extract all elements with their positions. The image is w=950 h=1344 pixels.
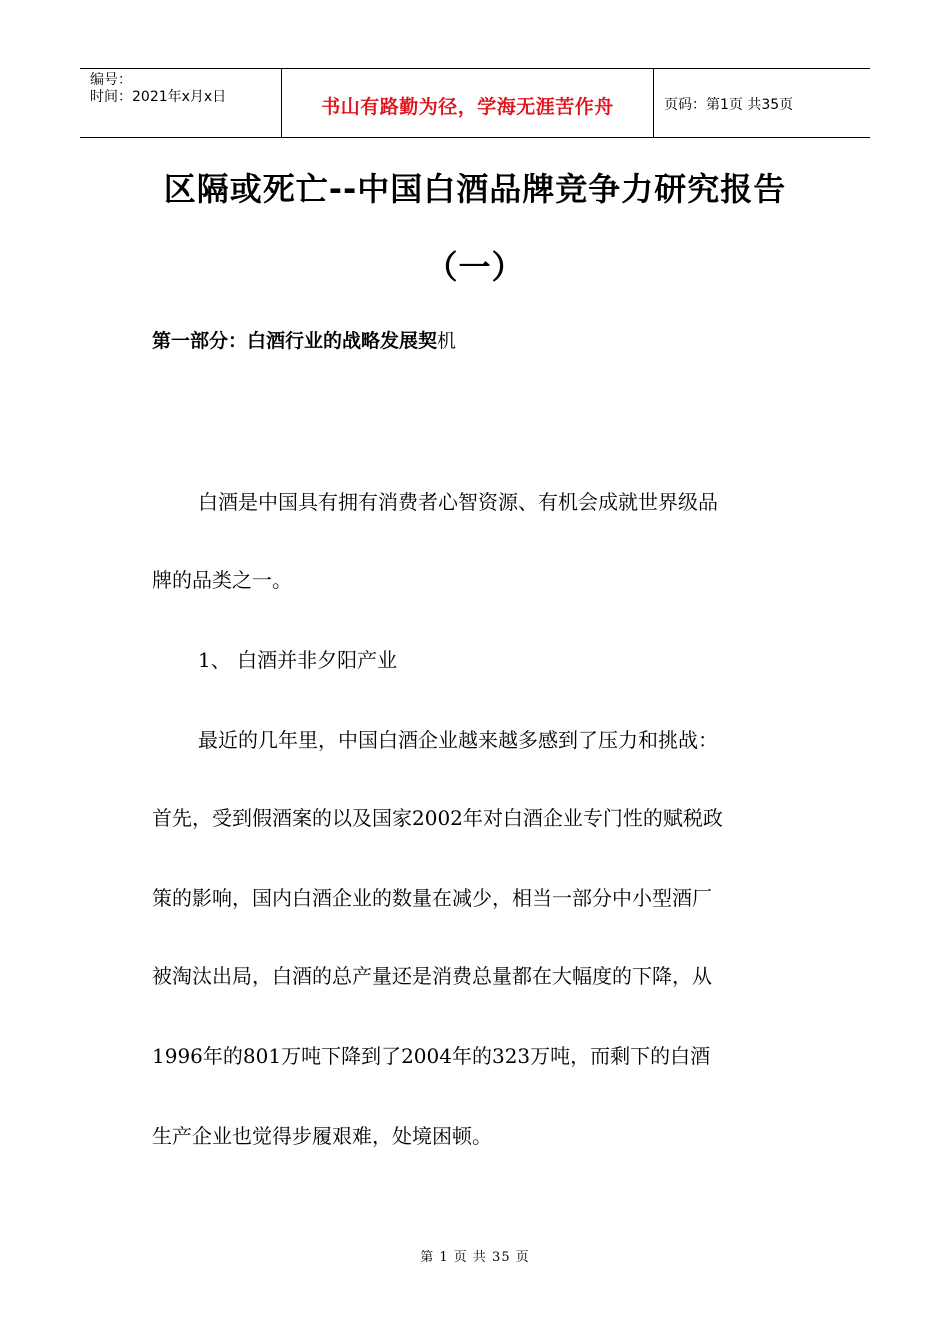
paragraph-line: 首先，受到假酒案的以及国家2002年对白酒企业专门性的赋税政 bbox=[152, 806, 723, 830]
number-label: 编号： bbox=[90, 72, 132, 88]
header-meta bbox=[80, 69, 282, 137]
document-title: 区隔或死亡--中国白酒品牌竞争力研究报告 bbox=[163, 170, 787, 208]
document-header bbox=[80, 68, 870, 138]
section-heading-bold: 第一部分：白酒行业的战略发展契 bbox=[152, 330, 438, 352]
section-heading-tail: 机 bbox=[437, 330, 457, 352]
paragraph-line: 白酒是中国具有拥有消费者心智资源、有机会成就世界级品 bbox=[198, 490, 718, 514]
paragraph-line: 1996年的801万吨下降到了2004年的323万吨，而剩下的白酒 bbox=[152, 1044, 711, 1068]
paragraph-line: 生产企业也觉得步履艰难，处境困顿。 bbox=[152, 1124, 492, 1148]
paragraph-line: 最近的几年里，中国白酒企业越来越多感到了压力和挑战： bbox=[198, 728, 718, 752]
page-footer: 第 1 页 共 35 页 bbox=[420, 1250, 530, 1265]
time-label: 时间：2021年x月x日 bbox=[90, 89, 227, 105]
header-page-info: 页码：第1页 共35页 bbox=[664, 97, 794, 113]
paragraph-line: 牌的品类之一。 bbox=[152, 568, 292, 592]
section-heading bbox=[152, 326, 456, 353]
paragraph-line: 被淘汰出局，白酒的总产量还是消费总量都在大幅度的下降，从 bbox=[152, 964, 712, 988]
list-item-heading: 1、 白酒并非夕阳产业 bbox=[198, 648, 398, 672]
document-title-part: （一） bbox=[425, 248, 525, 286]
paragraph-line: 策的影响，国内白酒企业的数量在减少，相当一部分中小型酒厂 bbox=[152, 886, 712, 910]
header-slogan: 书山有路勤为径，学海无涯苦作舟 bbox=[282, 69, 654, 137]
